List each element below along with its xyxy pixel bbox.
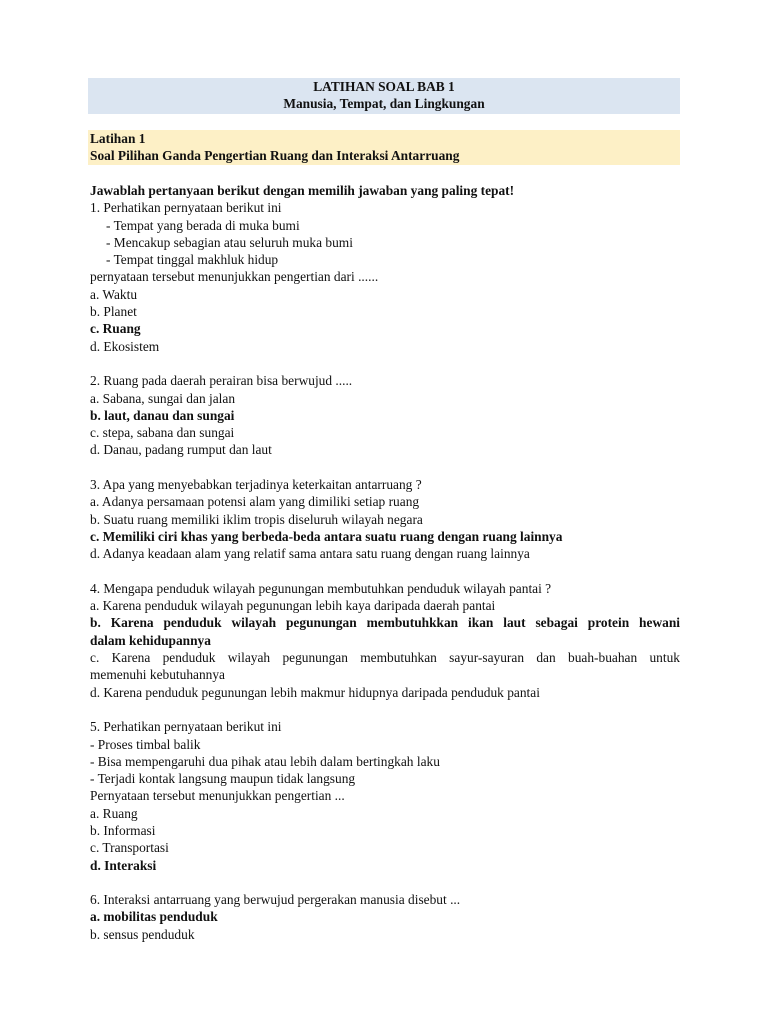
question-3-option: d. Adanya keadaan alam yang relatif sama antara satu ruang dengan ruang lainnya (90, 546, 530, 562)
question-6-option: b. sensus penduduk (90, 926, 195, 942)
question-5-option: c. Transportasi (90, 840, 169, 856)
question-5-option: b. Informasi (90, 822, 156, 838)
question-1-option: d. Ekosistem (90, 338, 160, 354)
question-1-point: - Mencakup sebagian atau seluruh muka bumi (106, 234, 353, 250)
section-box (88, 130, 680, 165)
page-subtitle: Manusia, Tempat, dan Lingkungan (283, 96, 485, 112)
question-2-stem: 2. Ruang pada daerah perairan bisa berwujud ..... (90, 373, 353, 389)
question-1-point: - Tempat tinggal makhluk hidup (106, 252, 279, 268)
question-5-point: - Proses timbal balik (90, 736, 201, 752)
question-5-prompt: Pernyataan tersebut menunjukkan pengertian ... (90, 788, 345, 804)
title-box (88, 78, 680, 114)
question-3-option: a. Adanya persamaan potensi alam yang dimiliki setiap ruang (90, 494, 420, 510)
question-5-point: - Bisa mempengaruhi dua pihak atau lebih dalam bertingkah laku (90, 753, 440, 769)
question-2-option: a. Sabana, sungai dan jalan (90, 390, 236, 406)
section-heading: Soal Pilihan Ganda Pengertian Ruang dan Interaksi Antarruang (90, 148, 460, 164)
question-2-option: d. Danau, padang rumput dan laut (90, 442, 272, 458)
question-4-option: d. Karena penduduk pegunungan lebih makmur hidupnya daripada penduduk pantai (90, 684, 540, 700)
instruction: Jawablah pertanyaan berikut dengan memilih jawaban yang paling tepat! (90, 183, 515, 198)
question-3-answer: c. Memiliki ciri khas yang berbeda-beda antara suatu ruang dengan ruang lainnya (90, 528, 563, 544)
question-1-point: - Tempat yang berada di muka bumi (106, 217, 300, 233)
question-1-answer: c. Ruang (90, 321, 141, 337)
question-5-point: - Terjadi kontak langsung maupun tidak langsung (90, 771, 356, 787)
question-list (90, 182, 680, 943)
question-3-stem: 3. Apa yang menyebabkan terjadinya keterkaitan antarruang ? (90, 477, 422, 493)
question-3-option: b. Suatu ruang memiliki iklim tropis diseluruh wilayah negara (90, 511, 423, 527)
question-1-stem: 1. Perhatikan pernyataan berikut ini (90, 200, 282, 216)
section-label: Latihan 1 (90, 131, 146, 146)
page-title: LATIHAN SOAL BAB 1 (313, 79, 455, 94)
question-5-option: a. Ruang (90, 805, 138, 821)
question-4-stem: 4. Mengapa penduduk wilayah pegunungan membutuhkan penduduk wilayah pantai ? (90, 580, 552, 596)
question-6-stem: 6. Interaksi antarruang yang berwujud pergerakan manusia disebut ... (90, 892, 461, 908)
question-4-answer-cont: dalam kehidupannya (90, 632, 211, 648)
question-2-answer: b. laut, danau dan sungai (90, 407, 235, 423)
question-1-option: a. Waktu (90, 286, 138, 302)
question-4-option: c. Karena penduduk wilayah pegunungan membutuhkan sayur-sayuran dan buah-buahan untuk (90, 650, 680, 666)
question-4-option: a. Karena penduduk wilayah pegunungan lebih kaya daripada daerah pantai (90, 598, 496, 614)
question-1-option: b. Planet (90, 304, 137, 320)
question-1-prompt: pernyataan tersebut menunjukkan pengertian dari ...... (90, 269, 379, 285)
question-4-option-cont: memenuhi kebutuhannya (90, 667, 225, 683)
question-5-answer: d. Interaksi (90, 857, 157, 873)
question-4-answer: b. Karena penduduk wilayah pegunungan membutuhkkan ikan laut sebagai protein hewani (90, 615, 680, 631)
question-2-option: c. stepa, sabana dan sungai (90, 425, 235, 441)
question-6-answer: a. mobilitas penduduk (90, 909, 218, 925)
question-5-stem: 5. Perhatikan pernyataan berikut ini (90, 719, 282, 735)
